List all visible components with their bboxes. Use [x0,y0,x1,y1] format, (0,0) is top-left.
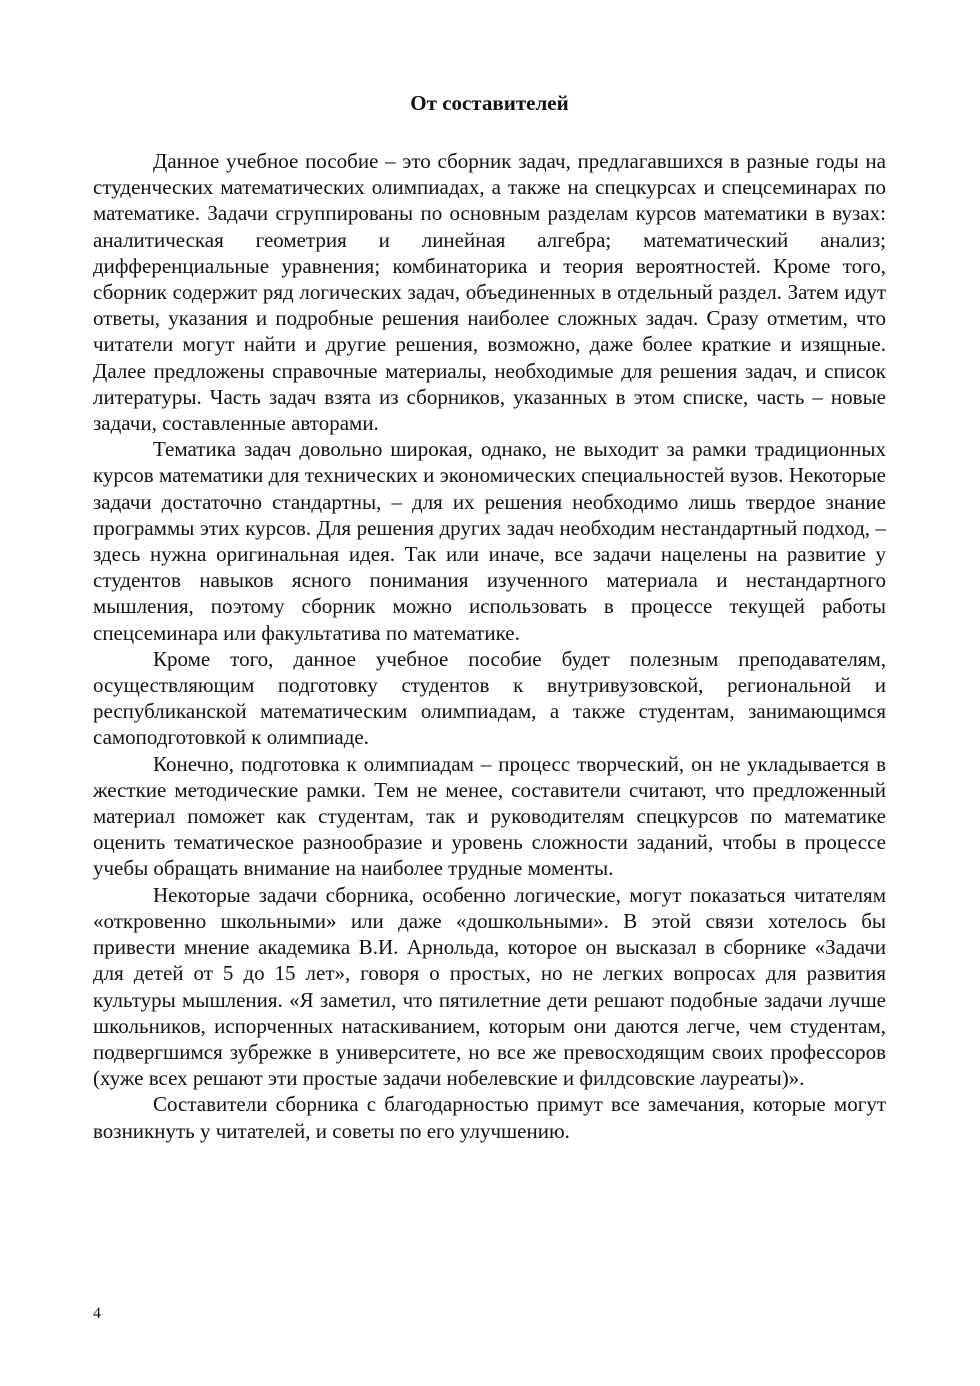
paragraph-feedback: Составители сборника с благодарностью примут все замечания, которые могут возникнуть у читателей, и советы по его улучшению. [93,1092,886,1143]
paragraph-teachers: Кроме того, данное учебное пособие будет полезным преподавателям, осуществляющим подготовку студентов к внутривузовской, региональной и республиканской математическим олимпиадам, а также студентам, занимающимся самоподготовкой к олимпиаде. [93,646,886,750]
page-title: От составителей [410,91,569,115]
paragraph-arnold-quote: Некоторые задачи сборника, особенно логические, могут показаться читателям «откровенно школьными» или даже «дошкольными». В этой связи хотелось бы привести мнение академика В.И. Арнольда, которое он высказал в сборнике «Задачи для детей от 5 до 15 лет», говоря о простых, но не легких вопросах для развития культуры мышления. «Я заметил, что пятилетние дети решают подобные задачи лучше школьников, испорченных натаскиванием, которым они даются легче, чем студентам, подвергшимся зубрежке в университете, но все же превосходящим своих профессоров (хуже всех решают эти простые задачи нобелевские и филдсовские лауреаты)». [93,882,886,1091]
page-content [93,90,886,1144]
page-number: 4 [93,1305,101,1322]
paragraph-topics: Тематика задач довольно широкая, однако, не выходит за рамки традиционных курсов математики для технических и экономических специальностей вузов. Некоторые задачи достаточно стандартны, – для их решения необходимо лишь твердое знание программы этих курсов. Для решения других задач необходим нестандартный подход, – здесь нужна оригинальная идея. Так или иначе, все задачи нацелены на развитие у студентов навыков ясного понимания изученного материала и нестандартного мышления, поэтому сборник можно использовать в процессе текущей работы спецсеминара или факультатива по математике. [93,437,886,645]
paragraph-preparation: Конечно, подготовка к олимпиадам – процесс творческий, он не укладывается в жесткие методические рамки. Тем не менее, составители считают, что предложенный материал поможет как студентам, так и руководителям спецкурсов по математике оценить тематическое разнообразие и уровень сложности заданий, чтобы в процессе учебы обращать внимание на наиболее трудные моменты. [93,751,886,881]
paragraph-intro: Данное учебное пособие – это сборник задач, предлагавшихся в разные годы на студенческих математических олимпиадах, а также на спецкурсах и спецсеминарах по математике. Задачи сгруппированы по основным разделам курсов математики в вузах: аналитическая геометрия и линейная алгебра; математический анализ; дифференциальные уравнения; комбинаторика и теория вероятностей. Кроме того, сборник содержит ряд логических задач, объединенных в отдельный раздел. Затем идут ответы, указания и подробные решения наиболее сложных задач. Сразу отметим, что читатели могут найти и другие решения, возможно, даже более краткие и изящные. Далее предложены справочные материалы, необходимые для решения задач, и список литературы. Часть задач взята из сборников, указанных в этом списке, часть – новые задачи, составленные авторами. [93,149,886,436]
